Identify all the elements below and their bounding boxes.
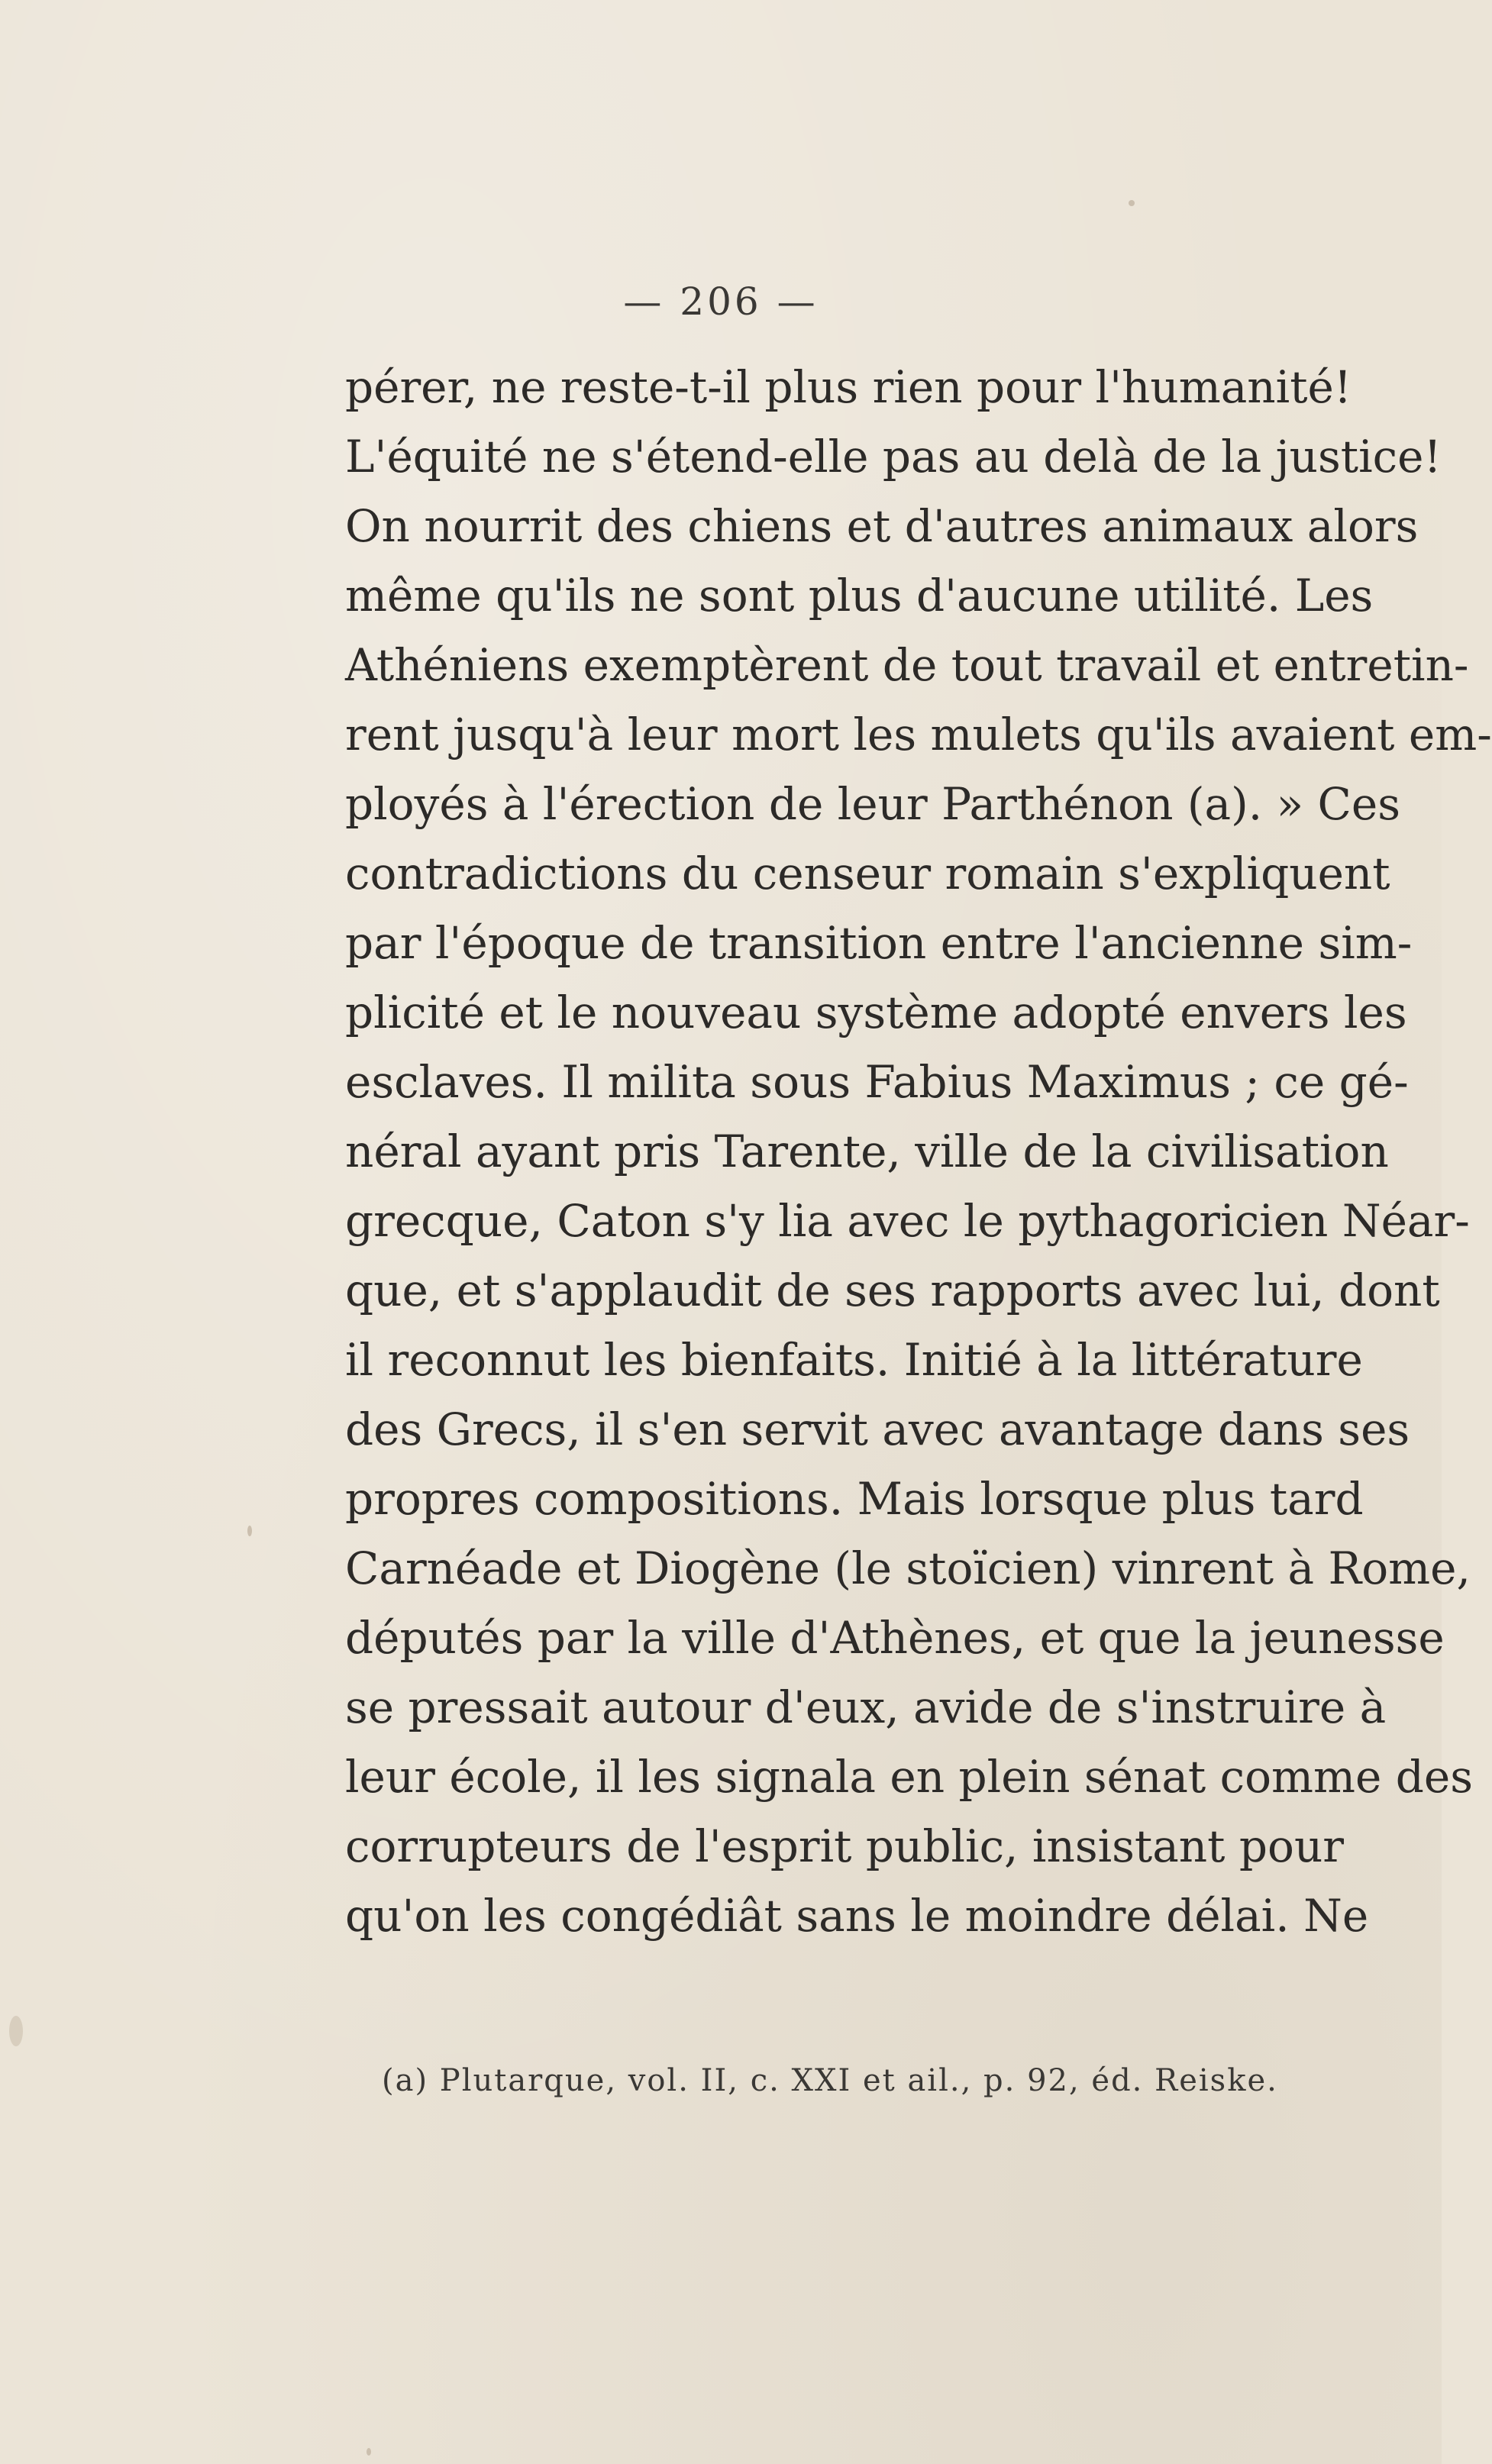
body-text (345, 353, 1492, 1951)
text-line: Athéniens exemptèrent de tout travail et entretin- (345, 639, 1469, 691)
text-line: grecque, Caton s'y lia avec le pythagoricien Néar- (345, 1195, 1470, 1247)
text-line: députés par la ville d'Athènes, et que la jeunesse (345, 1612, 1445, 1664)
paper-speck (1129, 200, 1135, 206)
text-line: propres compositions. Mais lorsque plus tard (345, 1473, 1364, 1525)
text-line: esclaves. Il milita sous Fabius Maximus ; ce gé- (345, 1056, 1409, 1108)
text-line: que, et s'applaudit de ses rapports avec lui, dont (345, 1264, 1440, 1316)
text-line: des Grecs, il s'en servit avec avantage dans ses (345, 1403, 1410, 1455)
text-line: L'équité ne s'étend-elle pas au delà de la justice! (345, 431, 1442, 483)
text-line: néral ayant pris Tarente, ville de la civilisation (345, 1125, 1389, 1177)
text-line: ployés à l'érection de leur Parthénon (a). » Ces (345, 778, 1400, 830)
text-line: qu'on les congédiât sans le moindre délai. Ne (345, 1890, 1369, 1942)
text-line: Carnéade et Diogène (le stoïcien) vinrent à Rome, (345, 1542, 1471, 1594)
page-number: — 206 — (623, 279, 819, 324)
text-line: leur école, il les signala en plein sénat comme des (345, 1751, 1474, 1803)
text-line: par l'époque de transition entre l'ancienne sim- (345, 917, 1413, 969)
paper-speck (247, 1526, 252, 1536)
paper-speck (9, 2016, 23, 2046)
text-line: On nourrit des chiens et d'autres animaux alors (345, 500, 1419, 552)
text-line: corrupteurs de l'esprit public, insistant pour (345, 1820, 1345, 1872)
text-line: se pressait autour d'eux, avide de s'instruire à (345, 1681, 1387, 1733)
text-line: plicité et le nouveau système adopté envers les (345, 987, 1407, 1038)
footnote: (a) Plutarque, vol. II, c. XXI et ail., p. 92, éd. Reiske. (382, 2063, 1278, 2098)
text-line: pérer, ne reste-t-il plus rien pour l'humanité! (345, 361, 1352, 413)
paper-speck (367, 2448, 371, 2456)
text-line: contradictions du censeur romain s'expliquent (345, 848, 1390, 899)
text-line: même qu'ils ne sont plus d'aucune utilité. Les (345, 570, 1374, 622)
text-line: il reconnut les bienfaits. Initié à la littérature (345, 1334, 1363, 1386)
text-line: rent jusqu'à leur mort les mulets qu'ils avaient em- (345, 709, 1492, 761)
